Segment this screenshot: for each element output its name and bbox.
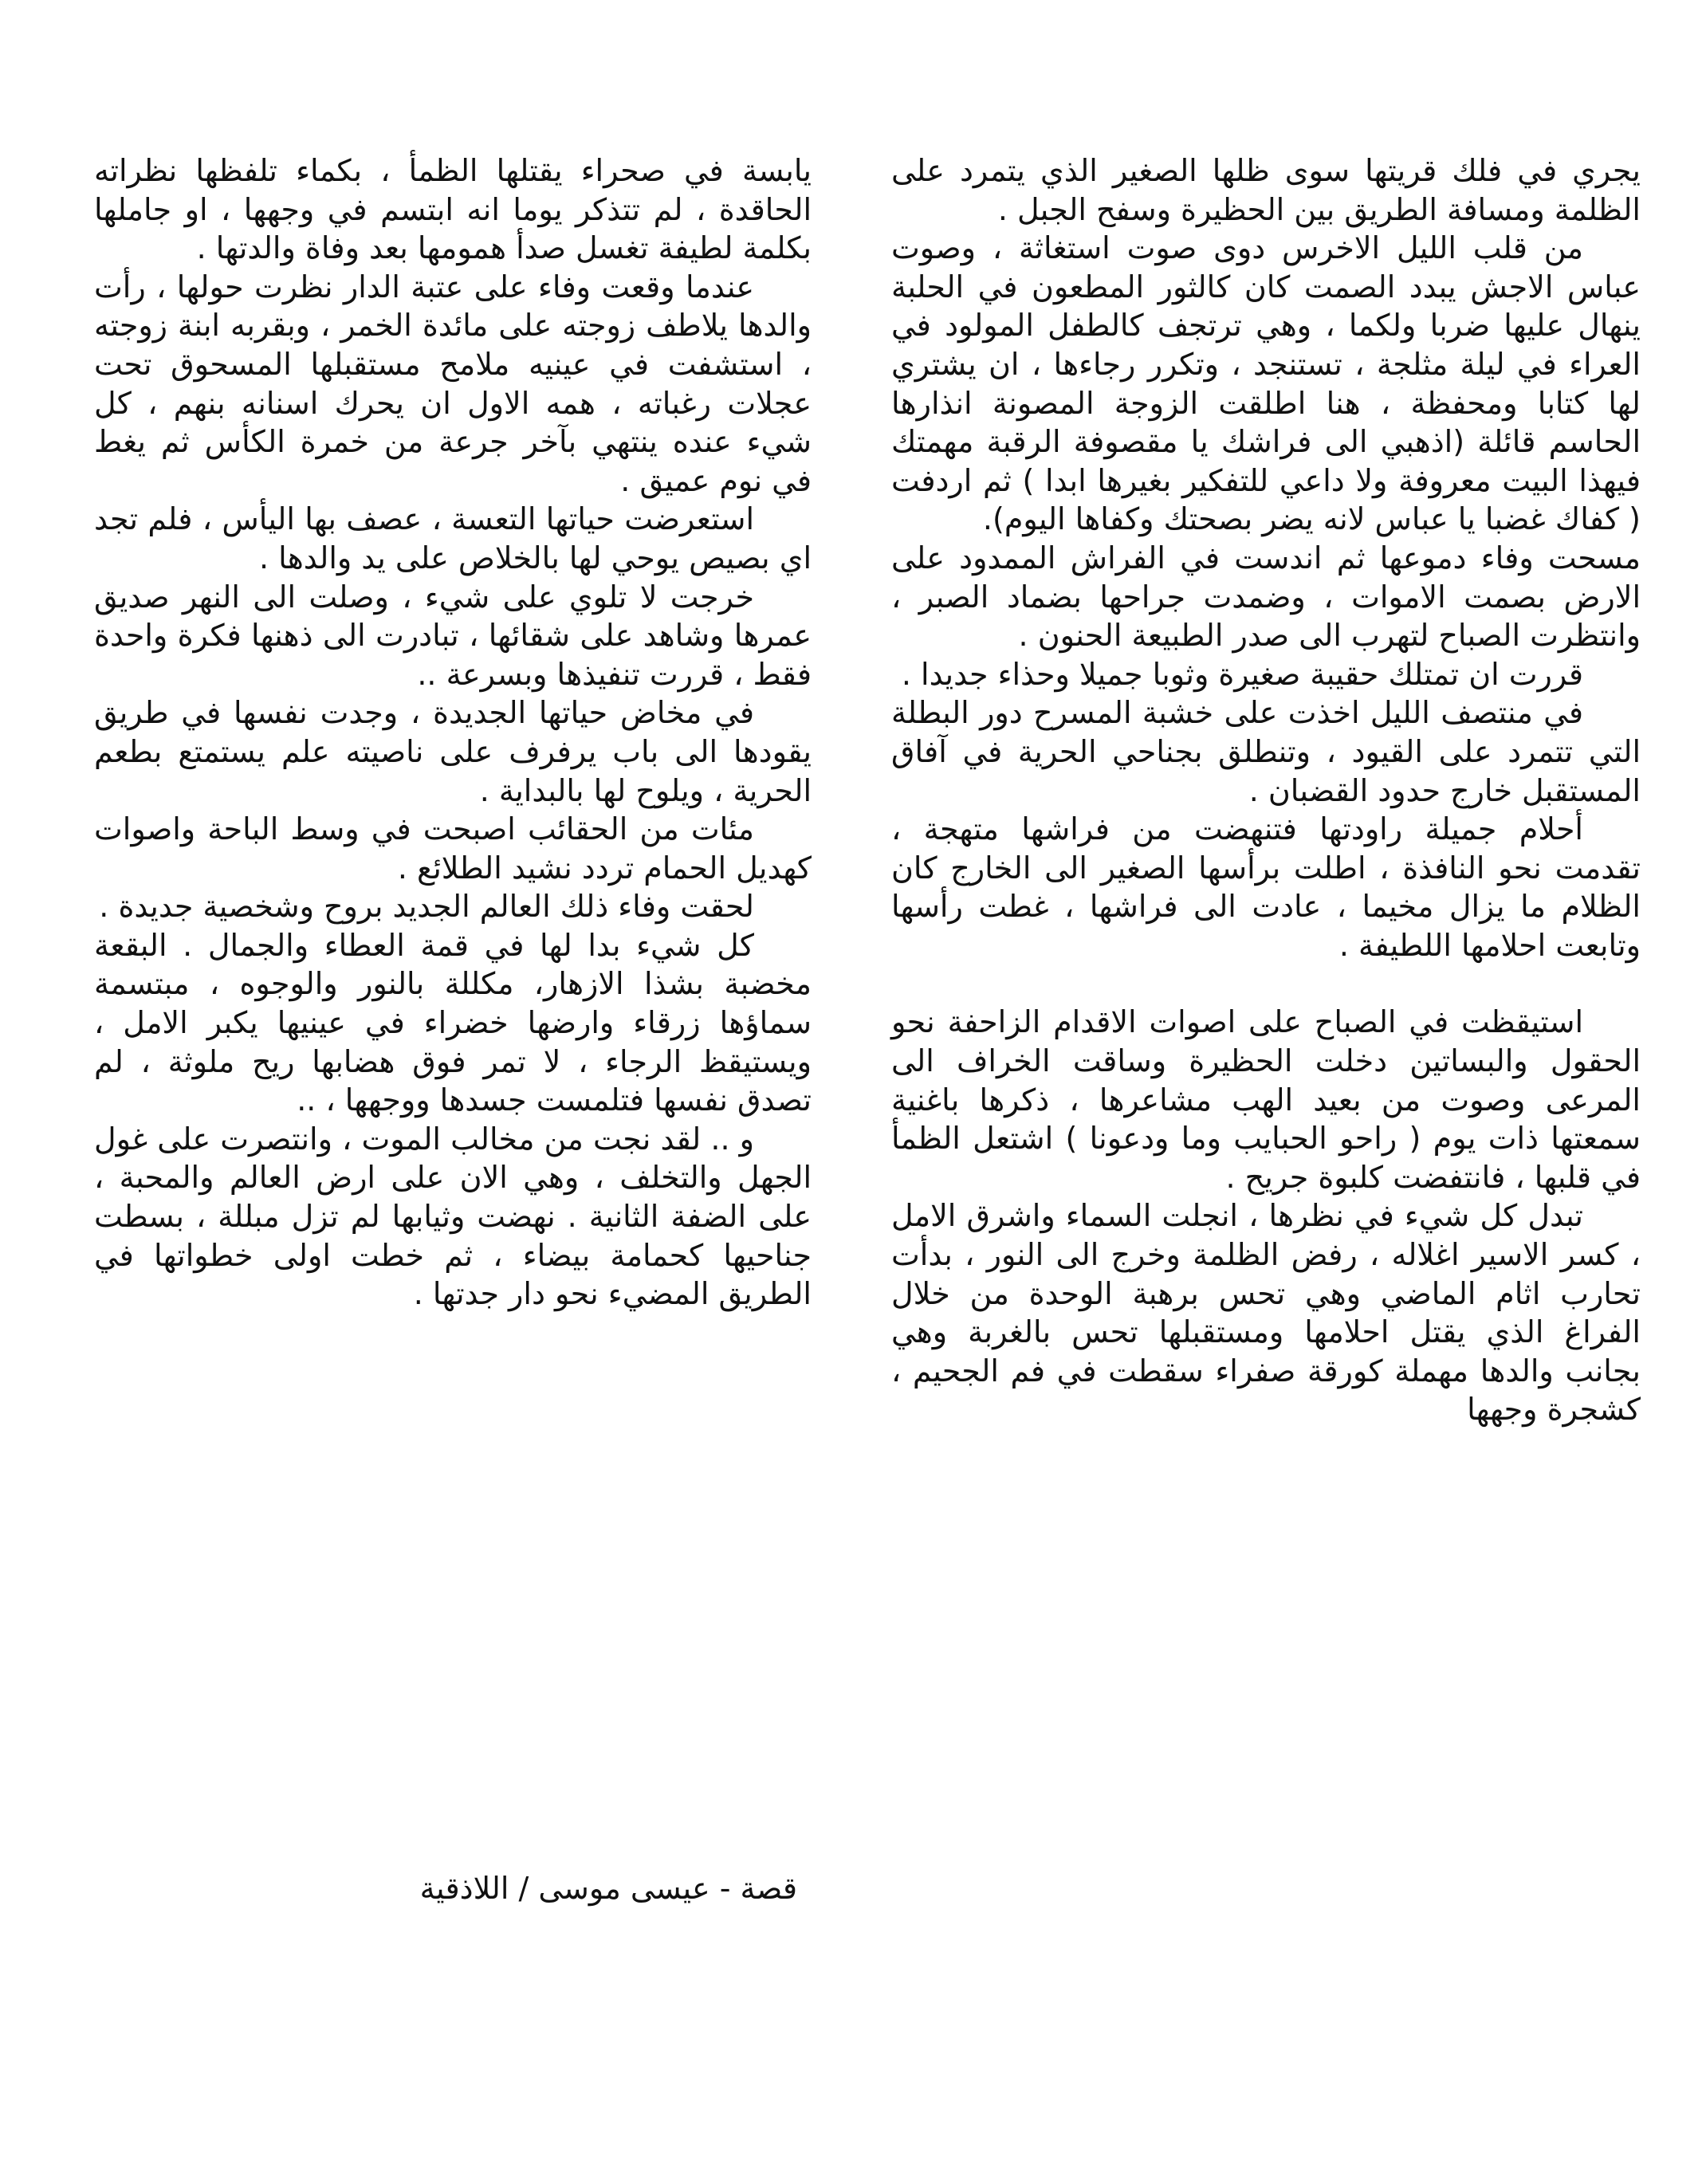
paragraph: استيقظت في الصباح على اصوات الاقدام الزاحفة نحو الحقول والبساتين دخلت الحظيرة وساقت الخراف الى المرعى وصوت من بعيد الهب مشاعرها ، ذكرها باغنية سمعتها ذات يوم ( راحو الحبايب وما ودعونا ) اشتعل الظمأ في قلبها ، فانتفضت كلبوة جريح . — [891, 1004, 1641, 1195]
paragraph: و .. لقد نجت من مخالب الموت ، وانتصرت على غول الجهل والتخلف ، وهي الان على ارض العالم والمحبة ، على الضفة الثانية . نهضت وثيابها لم تزل مبللة ، بسطت جناحيها كحمامة بيضاء ، ثم خطت اولى خطواتها في الطريق المضيء نحو دار جدتها . — [94, 1121, 812, 1312]
paragraph: أحلام جميلة راودتها فتنهضت من فراشها متهجة ، تقدمت نحو النافذة ، اطلت برأسها الصغير الى الخارج كان الظلام ما يزال مخيما ، عادت الى فراشها ، غطت رأسها وتابعت احلامها اللطيفة . — [891, 811, 1641, 963]
paragraph: مئات من الحقائب اصبحت في وسط الباحة واصوات كهديل الحمام تردد نشيد الطلائع . — [94, 811, 812, 886]
paragraph: في منتصف الليل اخذت على خشبة المسرح دور البطلة التي تتمرد على القيود ، وتنطلق بجناحي الحرية في آفاق المستقبل خارج حدود القضبان . — [891, 695, 1641, 808]
paragraph: في مخاض حياتها الجديدة ، وجدت نفسها في طريق يقودها الى باب يرفرف على ناصيته علم يستمتع بطعم الحرية ، ويلوح لها بالبداية . — [94, 695, 812, 808]
right-text-column — [891, 151, 1641, 1429]
paragraph: من قلب الليل الاخرس دوى صوت استغاثة ، وصوت عباس الاجش يبدد الصمت كان كالثور المطعون في الحلبة ينهال عليها ضربا ولكما ، وهي ترتجف كالطفل المولود في العراء في ليلة مثلجة ، تستنجد ، وتكرر رجاءها ، ان يشتري لها كتابا ومحفظة ، هنا اطلقت الزوجة المصونة انذارها الحاسم قائلة (اذهبي الى فراشك يا مقصوفة الرقبة مهمتك فيهذا البيت معروفة ولا داعي للتفكير بغيرها ابدا ) ثم اردفت ( كفاك غضبا يا عباس لانه يضر بصحتك وكفاها اليوم). — [891, 230, 1641, 537]
paragraph: يابسة في صحراء يقتلها الظمأ ، بكماء تلفظها نظراته الحاقدة ، لم تتذكر يوما انه ابتسم في وجهها ، او جاملها بكلمة لطيفة تغسل صدأ همومها بعد وفاة والدتها . — [94, 153, 812, 266]
paragraph: يجري في فلك قريتها سوى ظلها الصغير الذي يتمرد على الظلمة ومسافة الطريق بين الحظيرة وسفح الجبل . — [891, 153, 1641, 227]
paragraph: كل شيء بدا لها في قمة العطاء والجمال . البقعة مخضبة بشذا الازهار، مكللة بالنور والوجوه ، مبتسمة سماؤها زرقاء وارضها خضراء في عينيها يكبر الامل ، ويستيقظ الرجاء ، لا تمر فوق هضابها ريح ملوثة ، لم تصدق نفسها فتلمست جسدها ووجهها ، .. — [94, 927, 812, 1118]
paragraph: تبدل كل شيء في نظرها ، انجلت السماء واشرق الامل ، كسر الاسير اغلاله ، رفض الظلمة وخرج الى النور ، بدأت تحارب اثام الماضي وهي تحس برهبة الوحدة من خلال الفراغ الذي يقتل احلامها ومستقبلها تحس بالغربة وهي بجانب والدها مهملة كورقة صفراء سقطت في فم الجحيم ، كشجرة وجهها — [891, 1198, 1641, 1428]
left-text-column — [94, 151, 812, 1314]
paragraph: قررت ان تمتلك حقيبة صغيرة وثوبا جميلا وحذاء جديدا . — [901, 656, 1583, 692]
paragraph: عندما وقعت وفاء على عتبة الدار نظرت حولها ، رأت والدها يلاطف زوجته على مائدة الخمر ، وبقربه ابنة زوجته ، استشفت في عينيه ملامح مستقبلها المسحوق تحت عجلات رغباته ، همه الاول ان يحرك اسنانه بنهم ، كل شيء عنده ينتهي بآخر جرعة من خمرة الكأس ثم يغط في نوم عميق . — [94, 269, 812, 498]
paragraph: خرجت لا تلوي على شيء ، وصلت الى النهر صديق عمرها وشاهد على شقائها ، تبادرت الى ذهنها فكرة واحدة فقط ، قررت تنفيذها وبسرعة .. — [94, 579, 812, 692]
paragraph: لحقت وفاء ذلك العالم الجديد بروح وشخصية جديدة . — [99, 889, 754, 925]
paragraph: استعرضت حياتها التعسة ، عصف بها اليأس ، فلم تجد اي بصيص يوحي لها بالخلاص على يد والدها . — [94, 501, 812, 575]
author-signature: قصة - عيسى موسى / اللاذقية — [419, 1871, 797, 1906]
paragraph: مسحت وفاء دموعها ثم اندست في الفراش الممدود على الارض بصمت الاموات ، وضمدت جراحها بضماد الصبر ، وانتظرت الصباح لتهرب الى صدر الطبيعة الحنون . — [891, 540, 1641, 654]
